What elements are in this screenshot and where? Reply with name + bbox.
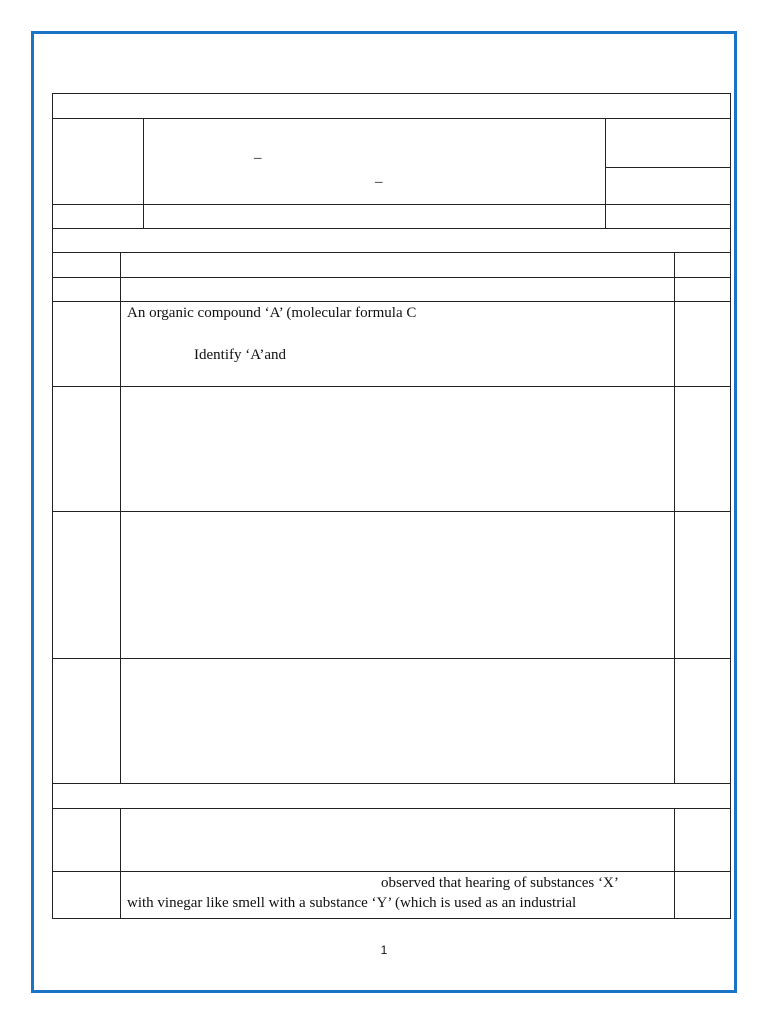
row-rule bbox=[52, 386, 731, 387]
row-rule bbox=[52, 658, 731, 659]
header-divider-right bbox=[605, 118, 606, 228]
question-text: An organic compound ‘A’ (molecular formula C bbox=[127, 305, 417, 321]
header-center-bottom bbox=[143, 204, 605, 205]
marks-column-divider bbox=[674, 252, 675, 784]
qno-column-divider bbox=[120, 252, 121, 784]
question-text: with vinegar like smell with a substance ‘Y’ (which is used as an industrial bbox=[127, 895, 577, 911]
table-left-rule bbox=[52, 93, 53, 919]
row-rule bbox=[52, 783, 731, 784]
section-row-bottom-2 bbox=[52, 808, 731, 809]
question-text: Identify ‘A’and bbox=[194, 347, 287, 363]
table-top-rule bbox=[52, 93, 731, 94]
header-right-split bbox=[605, 167, 731, 168]
header-divider-left bbox=[143, 118, 144, 228]
row-rule bbox=[52, 511, 731, 512]
row-rule bbox=[52, 301, 731, 302]
info-row-bottom bbox=[52, 228, 731, 229]
header-dash: _ bbox=[254, 145, 262, 161]
marks-column-divider-2 bbox=[674, 808, 675, 919]
section-row-bottom bbox=[52, 252, 731, 253]
table-right-rule bbox=[730, 93, 731, 919]
column-header-bottom bbox=[52, 277, 731, 278]
qno-column-divider-2 bbox=[120, 808, 121, 919]
header-right-bottom bbox=[605, 204, 731, 205]
table-bottom-rule bbox=[52, 918, 731, 919]
question-text: observed that hearing of substances ‘X’ bbox=[381, 875, 619, 891]
header-dash: _ bbox=[375, 169, 383, 185]
header-rule bbox=[52, 118, 731, 119]
row-rule bbox=[52, 871, 731, 872]
page-number: 1 bbox=[380, 943, 388, 957]
header-left-bottom bbox=[52, 204, 143, 205]
page-border bbox=[31, 31, 737, 993]
